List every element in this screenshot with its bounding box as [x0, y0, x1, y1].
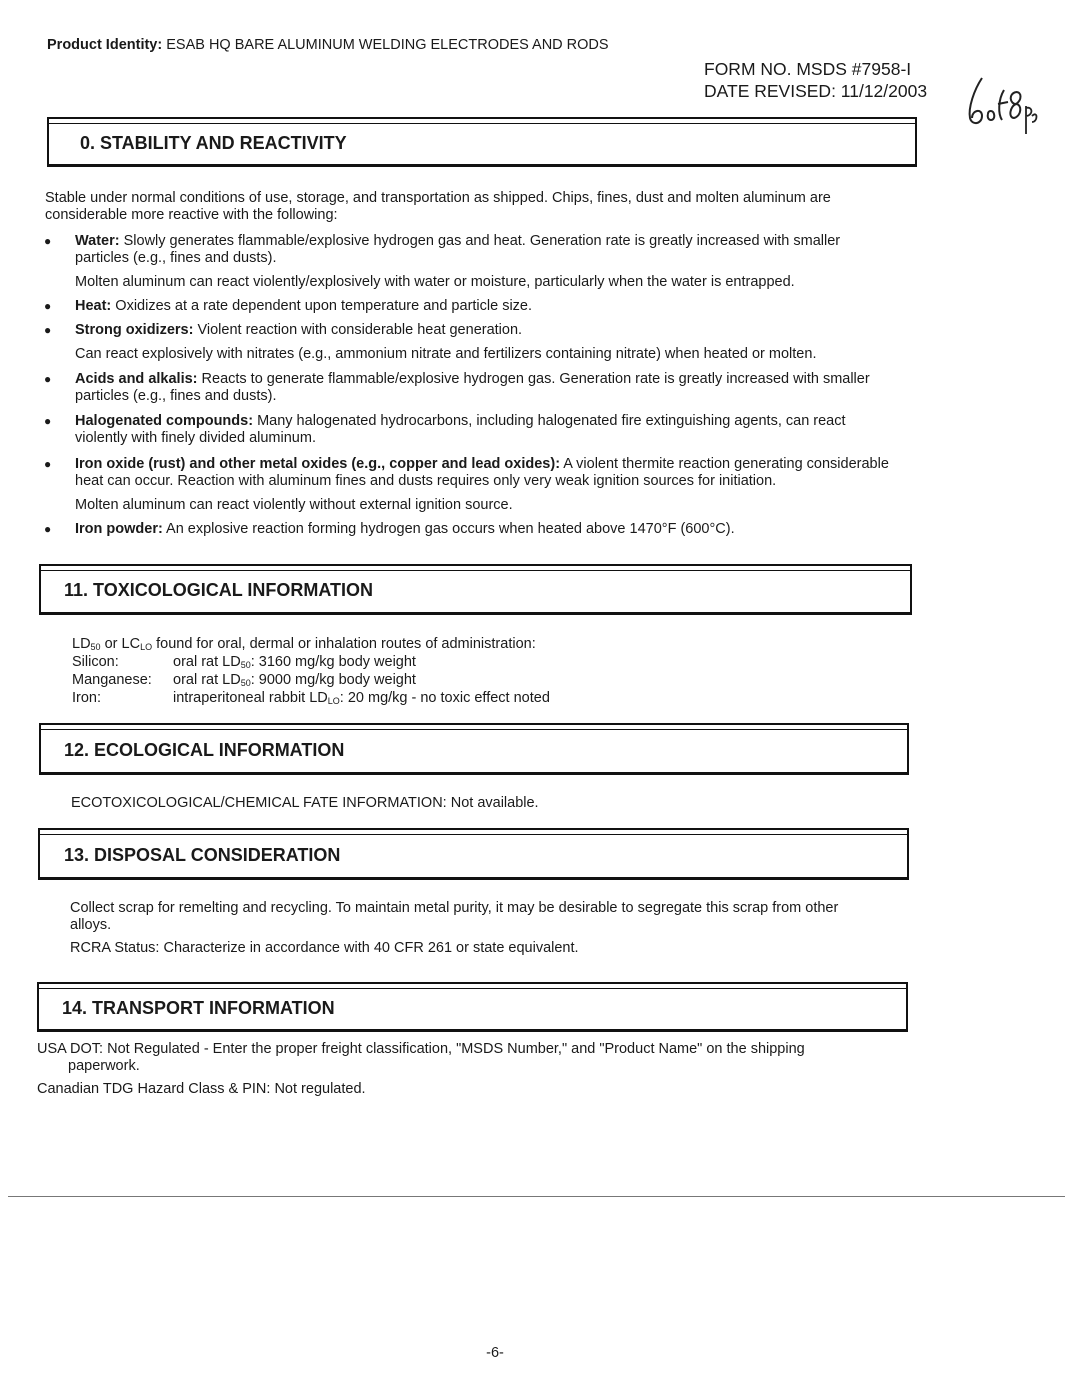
- toxicity-row: Silicon: oral rat $LD_{50}$: 3160 mg/kg body weight: [72, 654, 416, 670]
- list-item-note: Molten aluminum can react violently without external ignition source.: [75, 497, 513, 513]
- bullet: ●: [44, 323, 52, 337]
- section-toxicological-title: 11. TOXICOLOGICAL INFORMATION: [64, 580, 374, 600]
- section-disposal-title: 13. DISPOSAL CONSIDERATION: [64, 845, 341, 865]
- section-ecological-title: 12. ECOLOGICAL INFORMATION: [64, 740, 345, 760]
- list-item: Iron powder: An explosive reaction forming hydrogen gas occurs when heated above 1470°F (600°C).: [75, 521, 735, 537]
- handwritten-note: [960, 70, 1040, 140]
- toxicity-row: Manganese: oral rat $LD_{50}$: 9000 mg/kg body weight: [72, 672, 416, 688]
- usa-dot: USA DOT: Not Regulated - Enter the proper freight classification, "MSDS Number," and "Product Name" on the shipping paperwork.: [37, 1041, 805, 1074]
- section-stability-title: 0. STABILITY AND REACTIVITY: [80, 133, 347, 153]
- rcra-status: RCRA Status: Characterize in accordance with 40 CFR 261 or state equivalent.: [70, 940, 579, 956]
- bullet: ●: [44, 299, 52, 313]
- ecological-text: ECOTOXICOLOGICAL/CHEMICAL FATE INFORMATION: Not available.: [71, 795, 539, 811]
- list-item: Heat: Oxidizes at a rate dependent upon temperature and particle size.: [75, 298, 533, 314]
- bullet: ●: [44, 414, 52, 428]
- form-number: FORM NO. MSDS #7958-I: [704, 59, 912, 79]
- list-item-note: Can react explosively with nitrates (e.g., ammonium nitrate and fertilizers containing nitrate) when heated or molten.: [75, 346, 817, 362]
- toxicity-row: Iron: intraperitoneal rabbit $LD_{LO}$: 20 mg/kg - no toxic effect noted: [72, 690, 550, 706]
- footer-divider: [8, 1196, 1065, 1197]
- date-revised: DATE REVISED: 11/12/2003: [704, 81, 928, 101]
- section-transport-title: 14. TRANSPORT INFORMATION: [62, 998, 335, 1018]
- list-item: Acids and alkalis: Reacts to generate flammable/explosive hydrogen gas. Generation rate is greatly increased with smaller particles (e.g., fines and dusts).: [75, 371, 870, 404]
- list-item: Halogenated compounds: Many halogenated hydrocarbons, including halogenated fire extinguishing agents, can react violently with finely divided aluminum.: [75, 413, 846, 446]
- list-item-note: Molten aluminum can react violently/explosively with water or moisture, particularly when the water is entrapped.: [75, 274, 795, 290]
- canadian-tdg: Canadian TDG Hazard Class & PIN: Not regulated.: [37, 1081, 366, 1097]
- list-item: Iron oxide (rust) and other metal oxides (e.g., copper and lead oxides): A violent thermite reaction generating considerable heat can occur. Reaction with aluminum fines and dusts requires only very weak ignition sources for initiation.: [75, 456, 889, 489]
- disposal-text: Collect scrap for remelting and recycling. To maintain metal purity, it may be desirable to segregate this scrap from other alloys.: [70, 900, 839, 933]
- product-identity-label: Product Identity:: [47, 37, 163, 53]
- form-info: [704, 58, 927, 102]
- bullet: ●: [44, 234, 52, 248]
- toxicological-intro: $LD_{50}$ or $LC_{LO}$ found for oral, dermal or inhalation routes of administration:: [72, 636, 536, 652]
- product-identity-value: ESAB HQ BARE ALUMINUM WELDING ELECTRODES AND RODS: [166, 37, 609, 53]
- list-item: Water: Slowly generates flammable/explosive hydrogen gas and heat. Generation rate is greatly increased with smaller particles (e.g., fines and dusts).: [75, 233, 841, 266]
- list-item: Strong oxidizers: Violent reaction with considerable heat generation.: [75, 322, 523, 338]
- bullet: ●: [44, 522, 52, 536]
- stability-intro: Stable under normal conditions of use, storage, and transportation as shipped. Chips, fines, dust and molten aluminum are considerable more reactive with the following:: [45, 190, 831, 223]
- bullet: ●: [44, 457, 52, 471]
- page-number: -6-: [486, 1345, 504, 1361]
- product-identity: [47, 37, 609, 54]
- bullet: ●: [44, 372, 52, 386]
